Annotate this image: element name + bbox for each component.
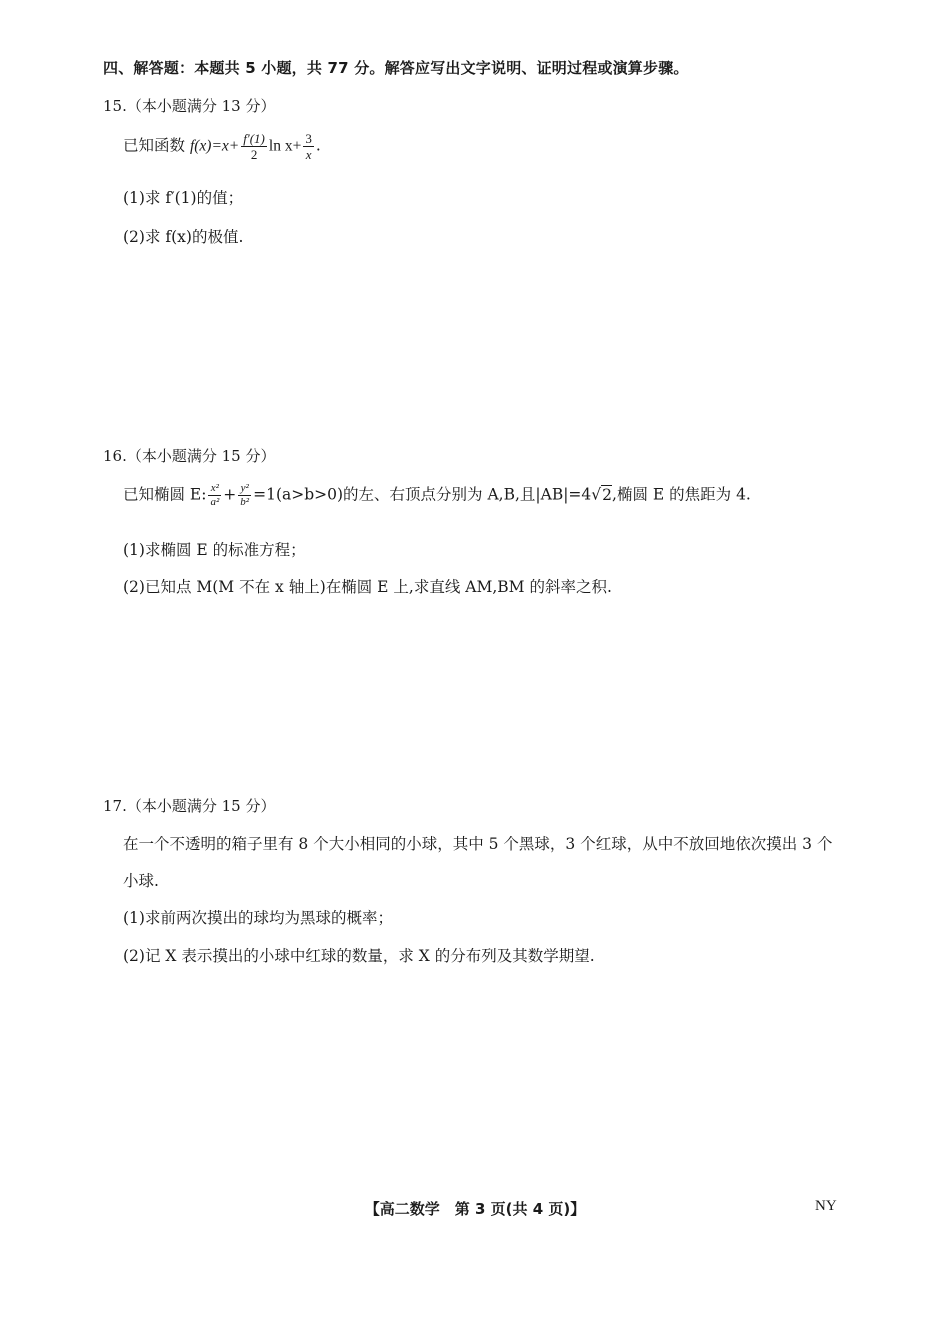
q15-mid: ln x+ <box>268 137 302 155</box>
q16-fraction-y <box>238 482 251 509</box>
q16-f1-num: x² <box>208 482 221 496</box>
q15-part2: (2)求 f(x)的极值. <box>123 228 244 246</box>
q16-eq: =1(a>b>0)的左、右顶点分别为 A,B,且|AB|=4 <box>253 485 592 504</box>
q16-f1-den: a² <box>210 496 220 508</box>
section-heading: 四、解答题：本题共 5 小题，共 77 分。解答应写出文字说明、证明过程或演算步骤。 <box>103 59 689 77</box>
q15-frac1-num: f′(1) <box>243 131 265 146</box>
page-footer: 【高二数学 第 3 页(共 4 页)】 <box>364 1200 586 1218</box>
q16-f2-num: y² <box>238 482 251 496</box>
q16-f2-den: b² <box>240 496 250 508</box>
q17-stem-line2: 小球. <box>123 872 159 890</box>
q15-stem-prefix: 已知函数 <box>123 136 186 155</box>
q15-frac1-den: 2 <box>250 147 258 162</box>
q15-stem <box>123 131 321 162</box>
q15-frac2-num: 3 <box>305 131 312 146</box>
q16-plus: + <box>223 485 237 504</box>
q16-tail: ,椭圆 E 的焦距为 4. <box>612 485 751 504</box>
q16-part1: (1)求椭圆 E 的标准方程； <box>123 541 306 559</box>
q17-part1: (1)求前两次摸出的球均为黑球的概率； <box>123 909 393 927</box>
q15-end: . <box>315 136 321 155</box>
q16-sqrt-arg: 2 <box>602 485 613 504</box>
q17-header: 17.（本小题满分 15 分） <box>103 797 276 815</box>
q15-part1: (1)求 f′(1)的值； <box>123 189 244 207</box>
q16-fraction-x <box>208 482 221 509</box>
q16-header: 16.（本小题满分 15 分） <box>103 447 276 465</box>
q16-part2: (2)已知点 M(M 不在 x 轴上)在椭圆 E 上,求直线 AM,BM 的斜率之积. <box>123 578 612 596</box>
paper-code: NY <box>815 1198 837 1214</box>
q15-fx: f(x)=x+ <box>189 137 240 155</box>
q17-part2: (2)记 X 表示摸出的小球中红球的数量，求 X 的分布列及其数学期望. <box>123 947 595 965</box>
q16-stem <box>123 482 751 509</box>
q15-fraction-2 <box>303 131 314 162</box>
sqrt-sign: √ <box>591 485 602 504</box>
q15-fraction-1 <box>241 131 267 162</box>
q17-stem-line1: 在一个不透明的箱子里有 8 个大小相同的小球，其中 5 个黑球，3 个红球，从中不放回地依次摸出 3 个 <box>123 835 833 853</box>
q15-header: 15.（本小题满分 13 分） <box>103 97 276 115</box>
q16-stem-prefix: 已知椭圆 E: <box>123 485 207 504</box>
q15-frac2-den: x <box>305 147 312 162</box>
